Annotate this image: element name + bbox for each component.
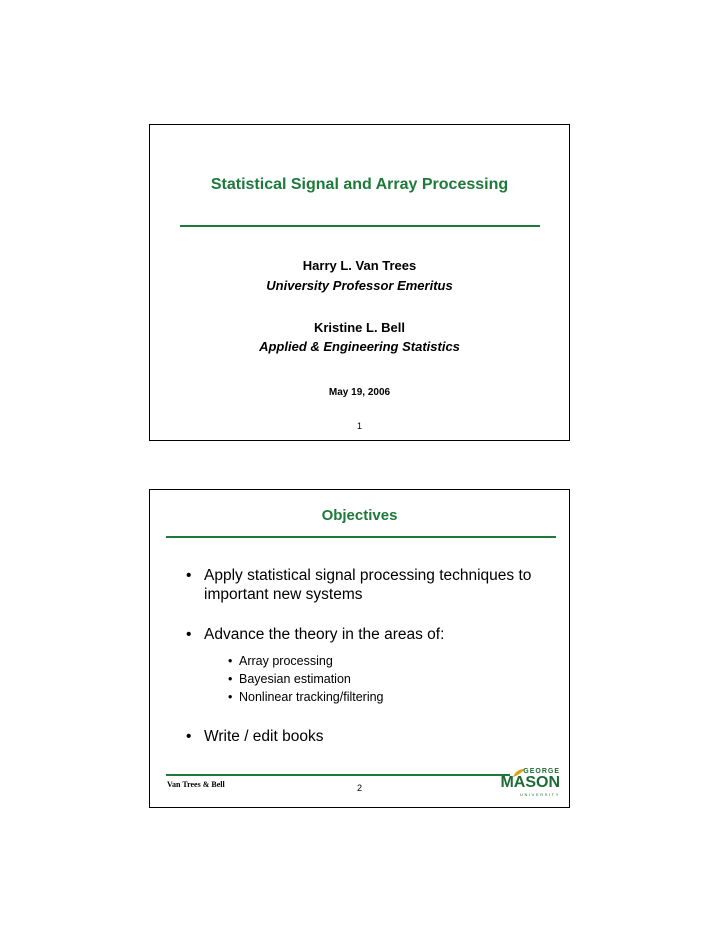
- bullet-icon: •: [228, 654, 233, 668]
- bullet-icon: •: [228, 672, 233, 686]
- bullet-text: Advance the theory in the areas of:: [204, 626, 445, 643]
- george-mason-logo: [500, 768, 560, 802]
- author-1-affiliation: University Professor Emeritus: [266, 278, 453, 293]
- logo-bottom-text: UNIVERSITY: [519, 792, 560, 797]
- sub-bullet-text: Bayesian estimation: [239, 672, 351, 686]
- presentation-date: May 19, 2006: [328, 387, 391, 398]
- bullet-text: Write / edit books: [204, 728, 324, 745]
- sub-bullet-item: [228, 652, 549, 670]
- title-divider: [166, 536, 556, 538]
- bullet-icon: •: [186, 626, 192, 643]
- sub-bullet-item: [228, 688, 549, 706]
- sub-bullet-text: Nonlinear tracking/filtering: [239, 690, 384, 704]
- bullet-icon: •: [228, 690, 233, 704]
- author-1-name: Harry L. Van Trees: [302, 258, 417, 273]
- bullet-icon: •: [186, 728, 192, 745]
- logo-main-text: MASON: [500, 774, 560, 791]
- bullet-item: [186, 566, 549, 604]
- bullet-item: [186, 727, 549, 746]
- bullet-list: [186, 566, 549, 746]
- author-2-affiliation: Applied & Engineering Statistics: [259, 339, 460, 354]
- footer-divider: [166, 774, 510, 776]
- sub-bullet-text: Array processing: [239, 654, 333, 668]
- slide-2: [149, 489, 570, 808]
- bullet-text: Apply statistical signal processing techniques to important new systems: [204, 567, 532, 603]
- slide-2-title: Objectives: [321, 507, 398, 524]
- sub-bullet-item: [228, 670, 549, 688]
- slide-1-title: Statistical Signal and Array Processing: [210, 176, 509, 193]
- title-divider: [180, 225, 540, 227]
- bullet-item: [186, 625, 549, 644]
- page-number: 1: [356, 421, 362, 431]
- footer-authors: Van Trees & Bell: [167, 780, 225, 789]
- author-2-name: Kristine L. Bell: [313, 320, 406, 335]
- slide-1: [149, 124, 570, 441]
- logo-top-text: GEORGE: [523, 768, 560, 775]
- page-number: 2: [356, 783, 362, 793]
- bullet-icon: •: [186, 567, 192, 584]
